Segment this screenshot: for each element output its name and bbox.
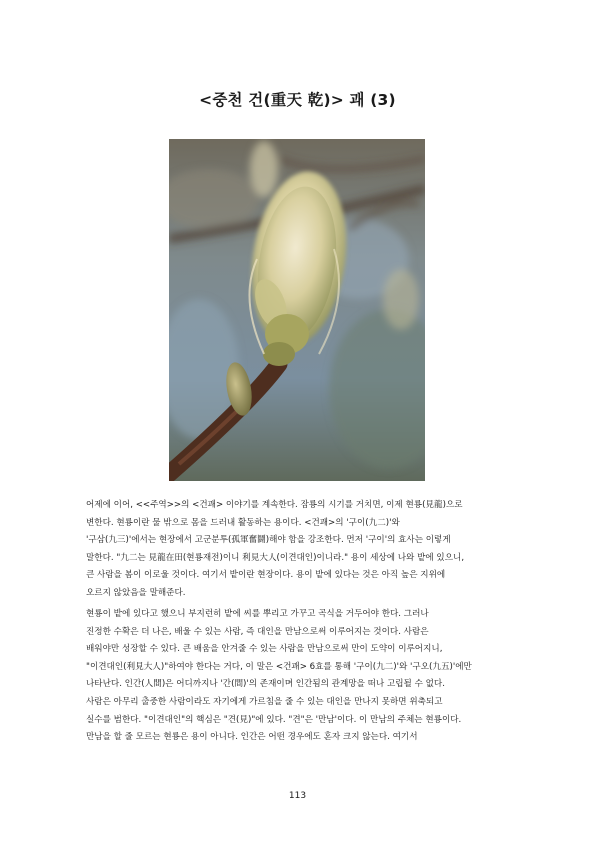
text-line: 나타난다. 인간(人間)은 어디까지나 '간(間)'의 존재이며 인간됨의 관계망을 떠나 고립될 수 없다. [86, 679, 445, 690]
magnolia-bud-photo [169, 139, 425, 481]
text-line: 오르지 않았음을 말해준다. [86, 587, 186, 598]
text-line: 사람은 아무리 출중한 사람이라도 자기에게 가르침을 줄 수 있는 대인을 만나지 못하면 위축되고 [86, 696, 443, 707]
text-line: "이견대인(利見大人)"하여야 한다는 거다, 이 말은 <건괘> 6효를 통해 '구이(九二)'와 '구오(九五)'에만 [86, 661, 472, 672]
page-number: 113 [288, 791, 307, 801]
page-title: <중천 건(重天 乾)> 괘 (3) [199, 91, 396, 109]
text-line: 큰 사람을 봄이 이로울 것이다. 여기서 밭이란 현장이다. 용이 밭에 있다는 것은 아직 높은 지위에 [86, 570, 446, 581]
text-line: 변한다. 현룡이란 물 밖으로 몸을 드러내 활동하는 용이다. <건괘>의 '구이(九二)'와 [86, 517, 400, 528]
text-line: 어제에 이어, <<주역>>의 <건괘> 이야기를 계속한다. 잠룡의 시기를 거치면, 이제 현룡(見龍)으로 [86, 500, 463, 510]
text-line: 진정한 수확은 더 나은, 배울 수 있는 사람, 즉 대인을 만남으로써 이루어지는 것이다. 사람은 [86, 626, 429, 637]
text-line: '구삼(九三)'에서는 현장에서 고군분투(孤軍奮鬪)해야 함을 강조한다. 먼저 '구이'의 효사는 이렇게 [86, 535, 451, 546]
text-line: 말한다. "九二는 見龍在田(현룡재전)이니 利見大人(이견대인)이니라." 용이 세상에 나와 밭에 있으니, [86, 552, 465, 563]
paragraph-1 [86, 497, 525, 603]
text-line: 현룡이 밭에 있다고 했으니 부지런히 밭에 씨를 뿌리고 가꾸고 곡식을 거두어야 한다. 그러나 [86, 609, 429, 619]
paragraph-2 [86, 606, 525, 747]
text-line: 만남을 할 줄 모르는 현룡은 용이 아니다. 인간은 어떤 경우에도 혼자 크지 않는다. 여기서 [86, 732, 418, 743]
text-line: 배워야만 성장할 수 있다. 큰 배움을 안겨줄 수 있는 사람을 만남으로써 만이 도약이 이루어지니, [86, 644, 443, 655]
text-line: 실수를 범한다. "이견대인"의 핵심은 "견(見)"에 있다. "견"은 '만남'이다. 이 만남의 주체는 현룡이다. [86, 714, 462, 725]
